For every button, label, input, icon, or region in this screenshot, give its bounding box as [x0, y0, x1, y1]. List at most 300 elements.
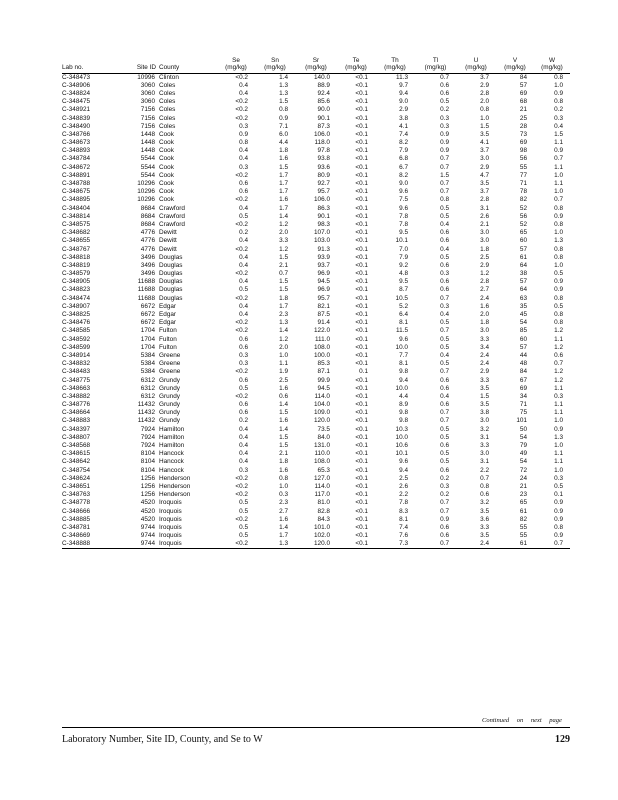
cell-county: Crawford [159, 204, 185, 212]
cell-sr: 88.9 [317, 81, 330, 89]
cell-u: 1.2 [480, 270, 489, 278]
cell-tl: 0.5 [440, 343, 449, 351]
cell-u: 1.5 [480, 392, 489, 400]
cell-sn: 1.7 [279, 171, 288, 179]
cell-w: 0.9 [554, 499, 563, 507]
cell-lab: C-348921 [62, 106, 91, 114]
table-row [62, 336, 570, 344]
cell-v: 63 [519, 294, 527, 302]
cell-se: 0.5 [239, 499, 248, 507]
cell-tl: 0.5 [440, 319, 449, 327]
cell-lab: C-348575 [62, 220, 91, 228]
cell-sn: 1.7 [279, 204, 288, 212]
cell-county: Crawford [159, 220, 185, 228]
table-row [62, 270, 570, 278]
cell-lab: C-348568 [62, 442, 91, 450]
cell-site: 1448 [140, 147, 155, 155]
cell-se: 0.6 [239, 401, 248, 409]
cell-lab: C-348823 [62, 286, 91, 294]
table-row [62, 82, 570, 90]
cell-county: Douglas [159, 253, 183, 261]
column-header-th: Th [391, 57, 399, 64]
cell-se: 0.4 [239, 261, 248, 269]
cell-county: Greene [159, 360, 181, 368]
cell-te: <0.1 [355, 171, 368, 179]
cell-se: 0.6 [239, 409, 248, 417]
cell-v: 61 [496, 540, 534, 549]
cell-sr: 106.0 [314, 196, 330, 204]
cell-se: <0.2 [235, 196, 248, 204]
cell-v: 64 [519, 286, 527, 294]
cell-u: 2.9 [480, 163, 489, 171]
cell-sr: 90.0 [317, 106, 330, 114]
cell-site: 8104 [140, 466, 155, 474]
cell-w: 0.2 [554, 106, 563, 114]
cell-sr: 102.0 [314, 532, 330, 540]
cell-sn: 6.0 [279, 130, 288, 138]
cell-county: Douglas [159, 270, 183, 278]
cell-sn: 1.4 [279, 401, 288, 409]
cell-w: 1.0 [554, 417, 563, 425]
cell-sn: 1.3 [255, 540, 295, 549]
cell-u: 3.0 [480, 417, 489, 425]
cell-th: 7.8 [399, 499, 408, 507]
cell-v: 77 [519, 171, 527, 179]
table-row [62, 401, 570, 409]
cell-county: Cook [159, 163, 174, 171]
cell-v: 54 [519, 319, 527, 327]
table-row [62, 123, 570, 131]
cell-county: Cook [159, 180, 174, 188]
cell-sn: 1.2 [279, 245, 288, 253]
cell-th: 4.8 [399, 270, 408, 278]
cell-site: 1448 [140, 139, 155, 147]
table-row [62, 393, 570, 401]
cell-te: <0.1 [355, 515, 368, 523]
cell-site: 10296 [137, 196, 155, 204]
cell-th: 10.0 [395, 343, 408, 351]
cell-se: 0.6 [239, 376, 248, 384]
cell-se: 0.5 [239, 286, 248, 294]
cell-site: 3496 [140, 253, 155, 261]
cell-v: 55 [519, 523, 527, 531]
cell-county: Coles [159, 98, 176, 106]
cell-u: 3.0 [480, 229, 489, 237]
cell-sn: 1.6 [279, 384, 288, 392]
cell-te: <0.1 [355, 212, 368, 220]
cell-site: 4776 [140, 237, 155, 245]
cell-tl: 0.3 [440, 114, 449, 122]
column-header-county: County [159, 64, 217, 73]
cell-sn: 2.3 [279, 499, 288, 507]
cell-th: 7.7 [399, 351, 408, 359]
cell-county: Cook [159, 155, 174, 163]
cell-v: 24 [519, 474, 527, 482]
cell-lab: C-348784 [62, 155, 91, 163]
cell-se: <0.2 [235, 245, 248, 253]
cell-sr: 87.5 [317, 311, 330, 319]
cell-te: <0.1 [355, 81, 368, 89]
cell-u: 3.0 [480, 450, 489, 458]
table-row [62, 303, 570, 311]
cell-u: 3.3 [480, 376, 489, 384]
cell-tl: 0.4 [440, 392, 449, 400]
cell-site: 1256 [140, 482, 155, 490]
cell-tl: 0.6 [440, 532, 449, 540]
cell-se: 0.5 [239, 507, 248, 515]
table-row [62, 344, 570, 352]
cell-th: 2.9 [399, 106, 408, 114]
cell-sr: 65.3 [317, 466, 330, 474]
cell-site: 4520 [140, 499, 155, 507]
cell-th: 8.1 [399, 319, 408, 327]
cell-sr: 127.0 [314, 474, 330, 482]
cell-county: Hancock [159, 458, 184, 466]
table-row [62, 98, 570, 106]
cell-tl: 0.6 [440, 229, 449, 237]
cell-tl: 0.5 [440, 360, 449, 368]
column-header-sr: Sr [312, 57, 320, 64]
cell-u: 2.2 [480, 466, 489, 474]
cell-te: <0.1 [355, 220, 368, 228]
cell-county: Hancock [159, 450, 184, 458]
cell-sr: 114.0 [314, 392, 330, 400]
cell-county: Iroquois [159, 507, 182, 515]
cell-se: 0.4 [239, 204, 248, 212]
cell-sn: 1.5 [279, 286, 288, 294]
cell-w: 1.0 [554, 81, 563, 89]
cell-sn: 1.5 [279, 278, 288, 286]
cell-se: 0.6 [239, 180, 248, 188]
table-header [62, 57, 570, 73]
cell-v: 85 [519, 327, 527, 335]
cell-te: <0.1 [355, 433, 368, 441]
cell-th: 7.3 [375, 540, 415, 549]
cell-tl: 0.4 [440, 311, 449, 319]
cell-v: 57 [519, 278, 527, 286]
cell-w: 1.2 [554, 327, 563, 335]
cell-u: 4.7 [480, 171, 489, 179]
cell-sn: 1.6 [279, 466, 288, 474]
column-header-w: W [548, 57, 556, 64]
cell-th: 10.0 [395, 433, 408, 441]
table-row [62, 458, 570, 466]
table-row [62, 483, 570, 491]
cell-lab: C-348781 [62, 523, 91, 531]
table-row [62, 180, 570, 188]
cell-sn: 1.8 [279, 147, 288, 155]
cell-se: <0.2 [235, 491, 248, 499]
cell-tl: 0.2 [440, 106, 449, 114]
cell-tl: 0.9 [440, 139, 449, 147]
cell-se: 0.3 [239, 466, 248, 474]
cell-sn: 4.4 [279, 139, 288, 147]
cell-site: 11432 [137, 417, 155, 425]
cell-w: 0.8 [554, 245, 563, 253]
cell-site: 11432 [137, 409, 155, 417]
cell-county: Fulton [159, 327, 177, 335]
cell-se: 0.5 [239, 212, 248, 220]
cell-sn: 1.4 [279, 425, 288, 433]
cell-site: 7924 [140, 433, 155, 441]
cell-se: 0.3 [239, 163, 248, 171]
cell-th: 10.1 [395, 237, 408, 245]
cell-te: <0.1 [355, 335, 368, 343]
footer-caption: Laboratory Number, Site ID, County, and Se to W [62, 734, 263, 745]
table-row [62, 532, 570, 540]
cell-w: 0.6 [554, 351, 563, 359]
cell-th: 8.2 [399, 139, 408, 147]
cell-sn: 1.7 [279, 188, 288, 196]
cell-th: 10.6 [395, 442, 408, 450]
table-row [62, 237, 570, 245]
cell-th: 4.1 [399, 122, 408, 130]
cell-u: 1.8 [480, 245, 489, 253]
cell-te: <0.1 [355, 286, 368, 294]
cell-th: 8.2 [399, 171, 408, 179]
cell-u: 3.6 [480, 515, 489, 523]
cell-v: 28 [519, 122, 527, 130]
cell-w: 0.7 [534, 540, 570, 549]
cell-sr: 81.0 [317, 499, 330, 507]
cell-county: Coles [159, 114, 176, 122]
cell-county: Dewitt [159, 245, 177, 253]
cell-tl: 0.5 [440, 425, 449, 433]
cell-v: 84 [519, 368, 527, 376]
table-row [62, 155, 570, 163]
cell-sn: 1.5 [279, 163, 288, 171]
cell-th: 9.5 [399, 229, 408, 237]
cell-county: Cook [159, 139, 174, 147]
cell-w: 0.8 [554, 523, 563, 531]
cell-w: 1.2 [554, 368, 563, 376]
column-unit-sr: (mg/kg) [295, 64, 337, 73]
cell-sn: 1.3 [279, 319, 288, 327]
cell-se: 0.3 [239, 122, 248, 130]
cell-sn: 2.7 [279, 507, 288, 515]
cell-te: <0.1 [355, 384, 368, 392]
cell-se: <0.2 [217, 540, 255, 549]
cell-sn: 1.0 [279, 482, 288, 490]
cell-w: 0.9 [554, 515, 563, 523]
cell-w: 1.1 [554, 384, 563, 392]
cell-v: 82 [519, 515, 527, 523]
cell-w: 0.8 [554, 73, 563, 81]
cell-th: 8.1 [399, 515, 408, 523]
cell-tl: 0.6 [440, 523, 449, 531]
cell-sr: 108.0 [314, 458, 330, 466]
cell-v: 101 [516, 417, 527, 425]
table-row [62, 516, 570, 524]
cell-lab: C-348663 [62, 384, 91, 392]
cell-sn: 1.2 [279, 335, 288, 343]
column-unit-tl: (mg/kg) [415, 64, 456, 73]
cell-lab: C-348825 [62, 311, 91, 319]
cell-u: 3.7 [480, 188, 489, 196]
cell-sr: 95.7 [317, 294, 330, 302]
cell-sn: 1.7 [279, 180, 288, 188]
cell-county: Greene [159, 351, 181, 359]
cell-te: <0.1 [337, 540, 375, 549]
cell-sr: 101.0 [314, 523, 330, 531]
cell-u: 2.1 [480, 220, 489, 228]
column-unit-se: (mg/kg) [217, 64, 255, 73]
cell-se: <0.2 [235, 171, 248, 179]
cell-lab: C-348767 [62, 245, 91, 253]
cell-se: 0.4 [239, 302, 248, 310]
column-unit-sn: (mg/kg) [255, 64, 295, 73]
cell-county: Fulton [159, 343, 177, 351]
cell-sn: 2.3 [279, 311, 288, 319]
cell-county: Grundy [159, 376, 180, 384]
cell-lab: C-348914 [62, 351, 91, 359]
table-row [62, 172, 570, 180]
cell-w: 0.9 [554, 507, 563, 515]
cell-tl: 0.8 [440, 196, 449, 204]
column-header-v: V [512, 57, 518, 64]
cell-te: 0.1 [359, 368, 368, 376]
cell-tl: 0.9 [440, 515, 449, 523]
table-row [62, 327, 570, 335]
cell-county: Cook [159, 171, 174, 179]
cell-te: <0.1 [355, 343, 368, 351]
cell-th: 10.5 [395, 294, 408, 302]
cell-site: 8684 [140, 204, 155, 212]
cell-th: 6.8 [399, 155, 408, 163]
cell-tl: 0.3 [440, 482, 449, 490]
cell-tl: 1.5 [440, 171, 449, 179]
cell-site: 7156 [140, 114, 155, 122]
cell-te: <0.1 [355, 327, 368, 335]
cell-lab: C-348778 [62, 499, 91, 507]
cell-te: <0.1 [355, 253, 368, 261]
cell-th: 4.4 [399, 392, 408, 400]
cell-county: Coles [159, 106, 176, 114]
cell-tl: 0.3 [440, 270, 449, 278]
cell-u: 3.7 [480, 73, 489, 81]
cell-sr: 92.4 [317, 89, 330, 97]
cell-sr: 92.7 [317, 180, 330, 188]
cell-site: 8684 [140, 212, 155, 220]
cell-u: 1.0 [480, 114, 489, 122]
cell-sn: 1.4 [279, 523, 288, 531]
cell-lab: C-348895 [62, 196, 91, 204]
cell-w: 1.3 [554, 237, 563, 245]
cell-sr: 104.0 [314, 401, 330, 409]
column-unit-v: (mg/kg) [496, 64, 534, 73]
cell-sr: 109.0 [314, 409, 330, 417]
cell-lab: C-348832 [62, 360, 91, 368]
table-row [62, 278, 570, 286]
column-header-tl: Tl [432, 57, 439, 64]
cell-th: 9.0 [399, 180, 408, 188]
cell-lab: C-348776 [62, 401, 91, 409]
cell-site: 1256 [140, 491, 155, 499]
cell-tl: 0.7 [440, 499, 449, 507]
cell-county: Fulton [159, 335, 177, 343]
cell-th: 7.6 [399, 532, 408, 540]
cell-w: 0.9 [554, 286, 563, 294]
cell-tl: 0.7 [440, 155, 449, 163]
cell-tl: 0.6 [440, 376, 449, 384]
cell-se: 0.5 [239, 532, 248, 540]
cell-county: Henderson [159, 491, 191, 499]
cell-sn: 1.1 [279, 360, 288, 368]
cell-u: 3.2 [480, 499, 489, 507]
cell-w: 1.5 [554, 130, 563, 138]
cell-sr: 93.8 [317, 155, 330, 163]
cell-u: 2.0 [480, 98, 489, 106]
cell-te: <0.1 [355, 351, 368, 359]
cell-u: 3.8 [480, 409, 489, 417]
cell-tl: 0.4 [440, 245, 449, 253]
cell-u: 3.0 [480, 327, 489, 335]
cell-county: Cook [159, 188, 174, 196]
cell-se: <0.2 [235, 474, 248, 482]
cell-te: <0.1 [355, 409, 368, 417]
cell-tl: 0.5 [440, 335, 449, 343]
cell-u: 0.7 [480, 474, 489, 482]
footer-rule [62, 727, 570, 728]
cell-u: 3.3 [480, 442, 489, 450]
cell-county: Hamilton [159, 433, 185, 441]
cell-te: <0.1 [355, 482, 368, 490]
cell-se: 0.8 [239, 139, 248, 147]
cell-site: 6312 [140, 376, 155, 384]
cell-lab: C-348839 [62, 114, 91, 122]
table-row [62, 475, 570, 483]
cell-site: 4776 [140, 245, 155, 253]
cell-lab: C-348473 [62, 73, 91, 81]
table-row [62, 409, 570, 417]
cell-lab: C-348891 [62, 171, 91, 179]
cell-u: 1.6 [480, 302, 489, 310]
cell-sn: 2.1 [279, 450, 288, 458]
cell-tl: 0.3 [440, 302, 449, 310]
cell-sr: 122.0 [314, 327, 330, 335]
cell-v: 55 [519, 163, 527, 171]
cell-lab: C-348397 [62, 425, 91, 433]
cell-v: 21 [519, 106, 527, 114]
cell-se: 0.4 [239, 425, 248, 433]
cell-county: Coles [159, 81, 176, 89]
header-unit-row [62, 64, 570, 73]
cell-u: 0.6 [480, 491, 489, 499]
cell-county: Iroquois [159, 515, 182, 523]
cell-th: 7.0 [399, 245, 408, 253]
cell-v: 65 [519, 499, 527, 507]
cell-county: Douglas [159, 286, 183, 294]
cell-se: <0.2 [235, 98, 248, 106]
table-row [62, 213, 570, 221]
cell-v: 68 [519, 98, 527, 106]
table-row [62, 147, 570, 155]
cell-tl: 0.7 [415, 540, 456, 549]
cell-te: <0.1 [355, 147, 368, 155]
table-row [62, 246, 570, 254]
cell-sn: 1.5 [279, 253, 288, 261]
cell-th: 9.8 [399, 368, 408, 376]
cell-v: 21 [519, 482, 527, 490]
table-row [62, 434, 570, 442]
cell-sn: 2.0 [279, 343, 288, 351]
table-row [62, 286, 570, 294]
cell-county: Hamilton [159, 442, 185, 450]
cell-site: 6672 [140, 319, 155, 327]
cell-lab: C-348599 [62, 343, 91, 351]
cell-te: <0.1 [355, 229, 368, 237]
cell-tl: 0.6 [440, 237, 449, 245]
